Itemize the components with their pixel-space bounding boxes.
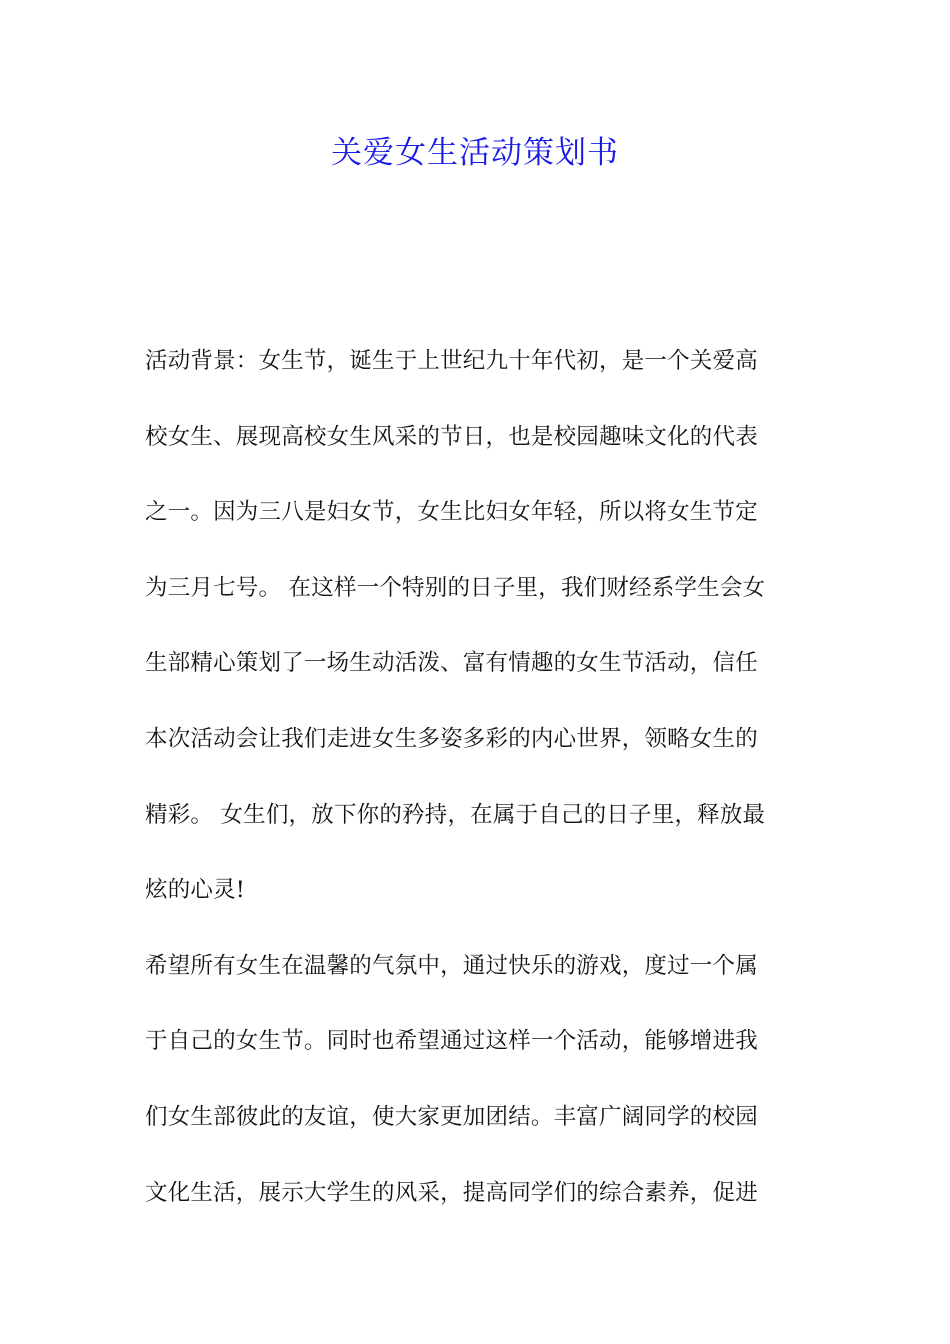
text-line: 们女生部彼此的友谊，使大家更加团结。丰富广阔同学的校园 xyxy=(145,1103,758,1130)
text-line: 本次活动会让我们走进女生多姿多彩的内心世界，领略女生的 xyxy=(145,725,758,752)
text-line: 文化生活，展示大学生的风采，提高同学们的综合素养，促进 xyxy=(145,1179,758,1206)
paragraph-background xyxy=(145,340,810,945)
text-line: 精彩。 女生们，放下你的矜持，在属于自己的日子里，释放最 xyxy=(145,801,766,828)
text-line: 为三月七号。 在这样一个特别的日子里，我们财经系学生会女 xyxy=(145,574,766,601)
text-line: 于自己的女生节。同时也希望通过这样一个活动，能够增进我 xyxy=(145,1028,758,1055)
text-line: 之一。因为三八是妇女节，女生比妇女年轻，所以将女生节定 xyxy=(145,499,758,526)
text-line: 炫的心灵! xyxy=(145,877,246,904)
text-line: 生部精心策划了一场生动活泼、富有情趣的女生节活动，信任 xyxy=(145,650,758,677)
text-line: 希望所有女生在温馨的气氛中，通过快乐的游戏，度过一个属 xyxy=(145,952,758,979)
paragraph-purpose xyxy=(145,945,810,1247)
text-line: 校女生、展现高校女生风采的节日，也是校园趣味文化的代表 xyxy=(145,423,758,450)
text-line: 活动背景：女生节，诞生于上世纪九十年代初，是一个关爱高 xyxy=(145,348,758,374)
document-body xyxy=(145,340,810,1247)
document-title: 关爱女生活动策划书 xyxy=(331,135,619,171)
